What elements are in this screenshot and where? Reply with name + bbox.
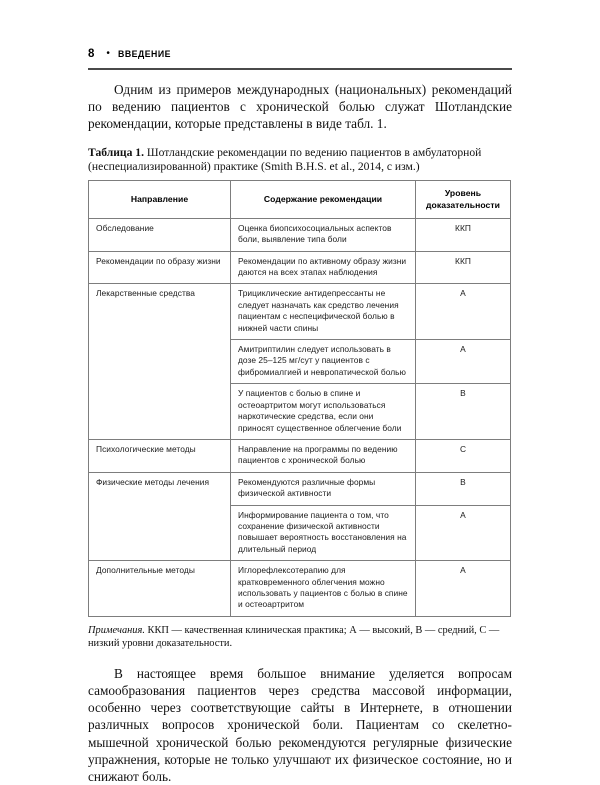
cell-evidence-level: А	[416, 505, 511, 561]
table-caption-text: Шотландские рекомендации по ведению пациентов в амбулаторной (неспециализированной) практике (Smith B.H.S. et al., 2014, с изм.)	[88, 145, 482, 174]
cell-content: Иглорефлексотерапию для кратковременного облегчения можно использовать у пациентов с болью в спине и остеоартритом	[231, 561, 416, 617]
table-header-row	[89, 181, 511, 218]
cell-direction: Психологические методы	[89, 439, 231, 472]
table-notes	[88, 624, 512, 650]
table-notes-text: ККП — качественная клиническая практика; А — высокий, В — средний, С — низкий уровни доказательности.	[88, 624, 500, 649]
table-caption-label: Таблица 1.	[88, 145, 145, 159]
cell-content: Рекомендации по активному образу жизни даются на всех этапах наблюдения	[231, 251, 416, 284]
page-number: 8	[88, 48, 95, 60]
cell-evidence-level: А	[416, 284, 511, 340]
cell-evidence-level: С	[416, 439, 511, 472]
column-header-content: Содержание рекомендации	[231, 181, 416, 218]
table-notes-label: Примечания.	[88, 624, 145, 636]
cell-content: Информирование пациента о том, что сохранение физической активности повышает вероятность восстановления на длительный период	[231, 505, 416, 561]
cell-evidence-level: А	[416, 340, 511, 384]
cell-evidence-level: ККП	[416, 218, 511, 251]
column-header-level-line1: Уровень	[444, 188, 482, 199]
column-header-level-line2: доказательности	[426, 199, 500, 210]
header-divider	[88, 68, 512, 70]
intro-paragraph: Одним из примеров международных (национальных) рекомендаций по ведению пациентов с хронической болью служат Шотландские рекомендации, которые представлены в виде табл. 1.	[88, 82, 512, 132]
cell-content: Трициклические антидепрессанты не следует назначать как средство лечения пациентам с неспецифической болью в нижней части спины	[231, 284, 416, 340]
table-caption	[88, 146, 512, 175]
cell-evidence-level: А	[416, 561, 511, 617]
cell-evidence-level: В	[416, 384, 511, 440]
table-row	[89, 439, 511, 472]
cell-content: Амитриптилин следует использовать в дозе 25–125 мг/сут у пациентов с фибромиалгией и невропатической болью	[231, 340, 416, 384]
table-body	[89, 218, 511, 616]
cell-direction: Дополнительные методы	[89, 561, 231, 617]
cell-content: Оценка биопсихосоциальных аспектов боли, выявление типа боли	[231, 218, 416, 251]
table-row	[89, 218, 511, 251]
cell-direction: Обследование	[89, 218, 231, 251]
section-title: ВВЕДЕНИЕ	[117, 49, 171, 60]
running-head	[88, 48, 512, 64]
table-row	[89, 472, 511, 505]
column-header-level	[416, 181, 511, 218]
table-row	[89, 251, 511, 284]
table-row	[89, 284, 511, 340]
recommendations-table	[88, 180, 511, 616]
cell-direction: Физические методы лечения	[89, 472, 231, 560]
cell-content: Рекомендуются различные формы физической активности	[231, 472, 416, 505]
closing-paragraph: В настоящее время большое внимание уделяется вопросам самообразования пациентов через средства массовой информации, особенно через соответствующие сайты в Интернете, в отношении различных вопросов хронической боли. Пациентам со скелетно-мышечной хронической болью рекомендуются регулярные физические упражнения, которые не только улучшают их физическое состояние, но и снижают боль.	[88, 665, 512, 785]
cell-evidence-level: В	[416, 472, 511, 505]
column-header-direction: Направление	[89, 181, 231, 218]
bullet-separator-icon: •	[106, 48, 110, 59]
cell-content: Направление на программы по ведению пациентов с хронической болью	[231, 439, 416, 472]
cell-content: У пациентов с болью в спине и остеоартритом могут использоваться наркотические средства, если они приносят существенное облегчение боли	[231, 384, 416, 440]
cell-direction: Лекарственные средства	[89, 284, 231, 439]
cell-direction: Рекомендации по образу жизни	[89, 251, 231, 284]
cell-evidence-level: ККП	[416, 251, 511, 284]
table-row	[89, 561, 511, 617]
